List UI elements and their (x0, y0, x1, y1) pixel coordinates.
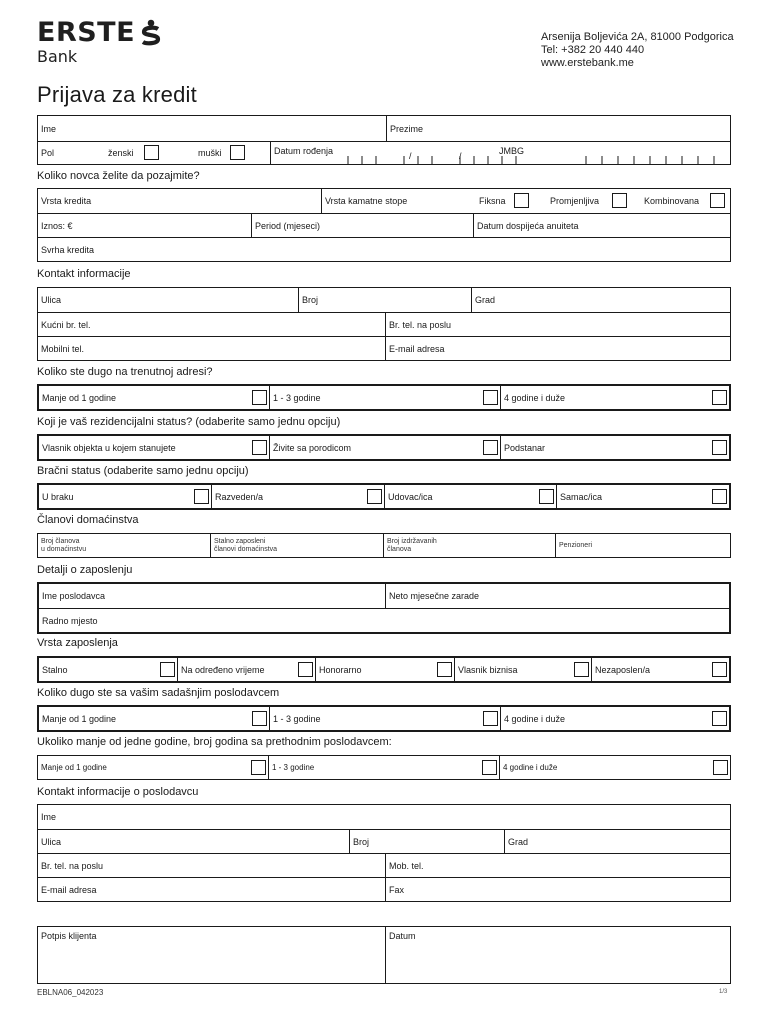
option-label: Samac/ica (560, 491, 603, 502)
household-heading: Članovi domaćinstva (37, 514, 139, 526)
residence-family[interactable] (269, 436, 500, 459)
employer-name-field[interactable] (39, 584, 385, 608)
checkbox[interactable] (712, 711, 727, 726)
employer-street-field[interactable] (38, 830, 349, 853)
employer-name-contact-field[interactable] (38, 805, 730, 829)
checkbox[interactable] (483, 390, 498, 405)
website-line: www.erstebank.me (541, 57, 634, 69)
checkbox[interactable] (712, 662, 727, 677)
option-label: Stalno (42, 664, 68, 675)
signature-label: Potpis klijenta (41, 931, 97, 941)
option-label: Razveden/a (215, 491, 264, 502)
gender-field (38, 142, 270, 164)
date-slash: / (409, 151, 412, 161)
signature-table (37, 926, 731, 984)
first-name-label: Ime (41, 123, 57, 134)
address-option-1-3[interactable] (269, 386, 500, 409)
marital-married[interactable] (39, 485, 211, 508)
option-label: 4 godine i duže (504, 392, 566, 403)
male-checkbox[interactable] (230, 145, 245, 160)
number-label: Broj (302, 295, 319, 305)
net-salary-label: Neto mjesečne zarade (389, 591, 480, 601)
mobile-label: Mobilni tel. (41, 343, 85, 354)
gender-label: Pol (41, 148, 55, 158)
city-label: Grad (475, 295, 496, 305)
amount-label: Iznos: € (41, 220, 73, 231)
employer-email-field[interactable] (38, 878, 385, 901)
prev-employer-heading: Ukoliko manje od jedne godine, broj godina sa prethodnim poslodavcem: (37, 736, 392, 748)
employer-fax-label: Fax (389, 884, 405, 895)
signature-date-label: Datum (389, 931, 416, 941)
address-line: Arsenija Boljevića 2A, 81000 Podgorica (541, 31, 734, 43)
fixed-checkbox[interactable] (514, 193, 529, 208)
fixed-label: Fiksna (479, 196, 506, 206)
amount-field[interactable] (38, 214, 251, 237)
option-label: Honorarno (319, 664, 362, 675)
checkbox[interactable] (298, 662, 313, 677)
header-line: Penzioneri (559, 541, 593, 549)
employer-name-label: Ime poslodavca (42, 591, 106, 601)
street-label: Ulica (41, 295, 62, 305)
prev-option-less-1[interactable] (38, 756, 268, 779)
address-duration-table (37, 384, 731, 411)
option-label: Podstanar (504, 442, 546, 453)
employer-work-phone-field[interactable] (38, 854, 385, 877)
checkbox[interactable] (252, 390, 267, 405)
loan-type-label: Vrsta kredita (41, 196, 92, 206)
household-pensioners-field[interactable] (555, 534, 730, 557)
erste-bank-logo (37, 18, 161, 64)
period-label: Period (mjeseci) (255, 220, 321, 231)
checkbox[interactable] (712, 440, 727, 455)
prev-employer-table (37, 755, 731, 780)
option-label: Vlasnik biznisa (458, 664, 518, 675)
marital-single[interactable] (556, 485, 729, 508)
checkbox[interactable] (712, 489, 727, 504)
birthdate-jmbg-field[interactable] (270, 142, 730, 164)
header-line: u domaćinstvu (41, 545, 87, 553)
form-code: EBLNA06_042023 (37, 988, 104, 997)
residence-table (37, 434, 731, 461)
employer-name-contact-label: Ime (41, 812, 57, 822)
employer-duration-heading: Koliko dugo ste sa vašim sadašnjim poslodavcem (37, 687, 280, 699)
combined-label: Kombinovana (644, 196, 700, 206)
number-field[interactable] (298, 288, 471, 312)
residence-owner[interactable] (39, 436, 269, 459)
employer-number-label: Broj (353, 836, 370, 847)
household-table (37, 533, 731, 558)
email-field[interactable] (385, 337, 730, 360)
checkbox[interactable] (483, 711, 498, 726)
checkbox[interactable] (437, 662, 452, 677)
erste-symbol-icon (141, 19, 161, 47)
contact-section-heading: Kontakt informacije (37, 268, 131, 280)
phone-line: Tel: +382 20 440 440 (541, 44, 645, 56)
checkbox[interactable] (482, 760, 497, 775)
checkbox[interactable] (367, 489, 382, 504)
female-checkbox[interactable] (144, 145, 159, 160)
variable-checkbox[interactable] (612, 193, 627, 208)
employer-duration-table (37, 705, 731, 732)
option-label: Manje od 1 godine (42, 392, 117, 403)
contact-table (37, 287, 731, 361)
loan-purpose-field[interactable] (38, 238, 730, 261)
prev-option-1-3[interactable] (268, 756, 499, 779)
loan-type-field[interactable] (38, 189, 321, 213)
email-label: E-mail adresa (389, 343, 445, 354)
employer-mobile-field[interactable] (385, 854, 730, 877)
checkbox[interactable] (251, 760, 266, 775)
period-field[interactable] (251, 214, 473, 237)
bank-address (541, 31, 734, 70)
checkbox[interactable] (574, 662, 589, 677)
home-phone-field[interactable] (38, 313, 385, 336)
header-line: članovi domaćinstva (214, 545, 278, 553)
birthdate-label: Datum rođenja (274, 146, 334, 156)
checkbox[interactable] (252, 440, 267, 455)
employer-city-field[interactable] (504, 830, 730, 853)
employment-heading: Detalji o zaposlenju (37, 564, 133, 576)
employment-table (37, 582, 731, 634)
marital-divorced[interactable] (211, 485, 384, 508)
checkbox[interactable] (483, 440, 498, 455)
header-line: Stalno zaposleni (214, 537, 266, 545)
combined-checkbox[interactable] (710, 193, 725, 208)
option-label: 1 - 3 godine (272, 763, 315, 772)
interest-type-label: Vrsta kamatne stope (325, 196, 408, 206)
header-line: Broj članova (41, 537, 80, 545)
checkbox[interactable] (539, 489, 554, 504)
street-field[interactable] (38, 288, 298, 312)
option-label: Manje od 1 godine (41, 763, 107, 772)
first-name-field[interactable] (38, 116, 386, 141)
option-label: 4 godine i duže (503, 763, 558, 772)
employment-type-table (37, 656, 731, 683)
work-phone-field[interactable] (385, 313, 730, 336)
option-label: 1 - 3 godine (273, 713, 321, 724)
option-label: Udovac/ica (388, 491, 433, 502)
variable-label: Promjenljiva (550, 196, 600, 206)
client-signature-field[interactable] (38, 927, 385, 983)
household-members-field[interactable] (38, 534, 210, 557)
female-label: ženski (108, 148, 134, 158)
employer-fax-field[interactable] (385, 878, 730, 901)
due-date-label: Datum dospijeća anuiteta (477, 220, 579, 231)
option-label: 1 - 3 godine (273, 392, 321, 403)
option-label: Na određeno vrijeme (181, 664, 265, 675)
jmbg-label: JMBG (499, 146, 525, 156)
job-title-field[interactable] (39, 609, 729, 632)
header-line: članova (387, 545, 412, 553)
emp-type-permanent[interactable] (39, 658, 177, 681)
logo-subtitle: Bank (37, 47, 78, 66)
date-slash: / (459, 151, 462, 161)
employer-mobile-label: Mob. tel. (389, 860, 424, 871)
checkbox[interactable] (194, 489, 209, 504)
employer-city-label: Grad (508, 836, 529, 847)
emp-type-unemployed[interactable] (591, 658, 729, 681)
employment-type-heading: Vrsta zaposlenja (37, 637, 118, 649)
signature-date-field[interactable] (385, 927, 730, 983)
checkbox[interactable] (713, 760, 728, 775)
male-label: muški (198, 148, 222, 158)
marital-heading: Bračni status (odaberite samo jednu opciju) (37, 465, 249, 477)
employer-option-1-3[interactable] (269, 707, 500, 730)
checkbox[interactable] (160, 662, 175, 677)
option-label: Živite sa porodicom (273, 442, 352, 453)
option-label: Nezaposlen/a (595, 664, 651, 675)
city-field[interactable] (471, 288, 730, 312)
employer-street-label: Ulica (41, 836, 62, 847)
employer-number-field[interactable] (349, 830, 504, 853)
digit-ticks (346, 142, 726, 164)
residence-tenant[interactable] (500, 436, 729, 459)
marital-table (37, 483, 731, 510)
residence-heading: Koji je vaš rezidencijalni status? (odaberite samo jednu opciju) (37, 416, 341, 428)
employer-email-label: E-mail adresa (41, 884, 97, 895)
job-title-label: Radno mjesto (42, 615, 98, 626)
net-salary-field[interactable] (385, 584, 729, 608)
loan-purpose-label: Svrha kredita (41, 244, 95, 255)
logo-text: ERSTE (37, 17, 136, 48)
emp-type-owner[interactable] (454, 658, 591, 681)
page-number: 1/3 (719, 989, 728, 995)
address-option-4-plus[interactable] (500, 386, 729, 409)
page-title: Prijava za kredit (37, 82, 197, 107)
address-duration-heading: Koliko ste dugo na trenutnoj adresi? (37, 366, 213, 378)
employer-contact-heading: Kontakt informacije o poslodavcu (37, 786, 199, 798)
loan-section-heading: Koliko novca želite da pozajmite? (37, 170, 200, 182)
employer-option-less-1[interactable] (39, 707, 269, 730)
due-date-field[interactable] (473, 214, 730, 237)
option-label: U braku (42, 491, 74, 502)
mobile-field[interactable] (38, 337, 385, 360)
loan-table (37, 188, 731, 262)
option-label: Vlasnik objekta u kojem stanujete (42, 442, 176, 453)
household-dependents-field[interactable] (383, 534, 555, 557)
household-employed-field[interactable] (210, 534, 383, 557)
header-line: Broj izdržavanih (387, 537, 437, 545)
work-phone-label: Br. tel. na poslu (389, 319, 452, 330)
employer-contact-table (37, 804, 731, 902)
emp-type-fixed-term[interactable] (177, 658, 315, 681)
prev-option-4-plus[interactable] (499, 756, 730, 779)
address-option-less-1[interactable] (39, 386, 269, 409)
interest-type-field (321, 189, 730, 213)
employer-work-phone-label: Br. tel. na poslu (41, 860, 104, 871)
employer-option-4-plus[interactable] (500, 707, 729, 730)
last-name-label: Prezime (390, 123, 424, 134)
last-name-field[interactable] (386, 116, 730, 141)
marital-widowed[interactable] (384, 485, 556, 508)
personal-info-table (37, 115, 731, 165)
checkbox[interactable] (252, 711, 267, 726)
home-phone-label: Kućni br. tel. (41, 319, 91, 330)
checkbox[interactable] (712, 390, 727, 405)
option-label: 4 godine i duže (504, 713, 566, 724)
emp-type-freelance[interactable] (315, 658, 454, 681)
option-label: Manje od 1 godine (42, 713, 117, 724)
